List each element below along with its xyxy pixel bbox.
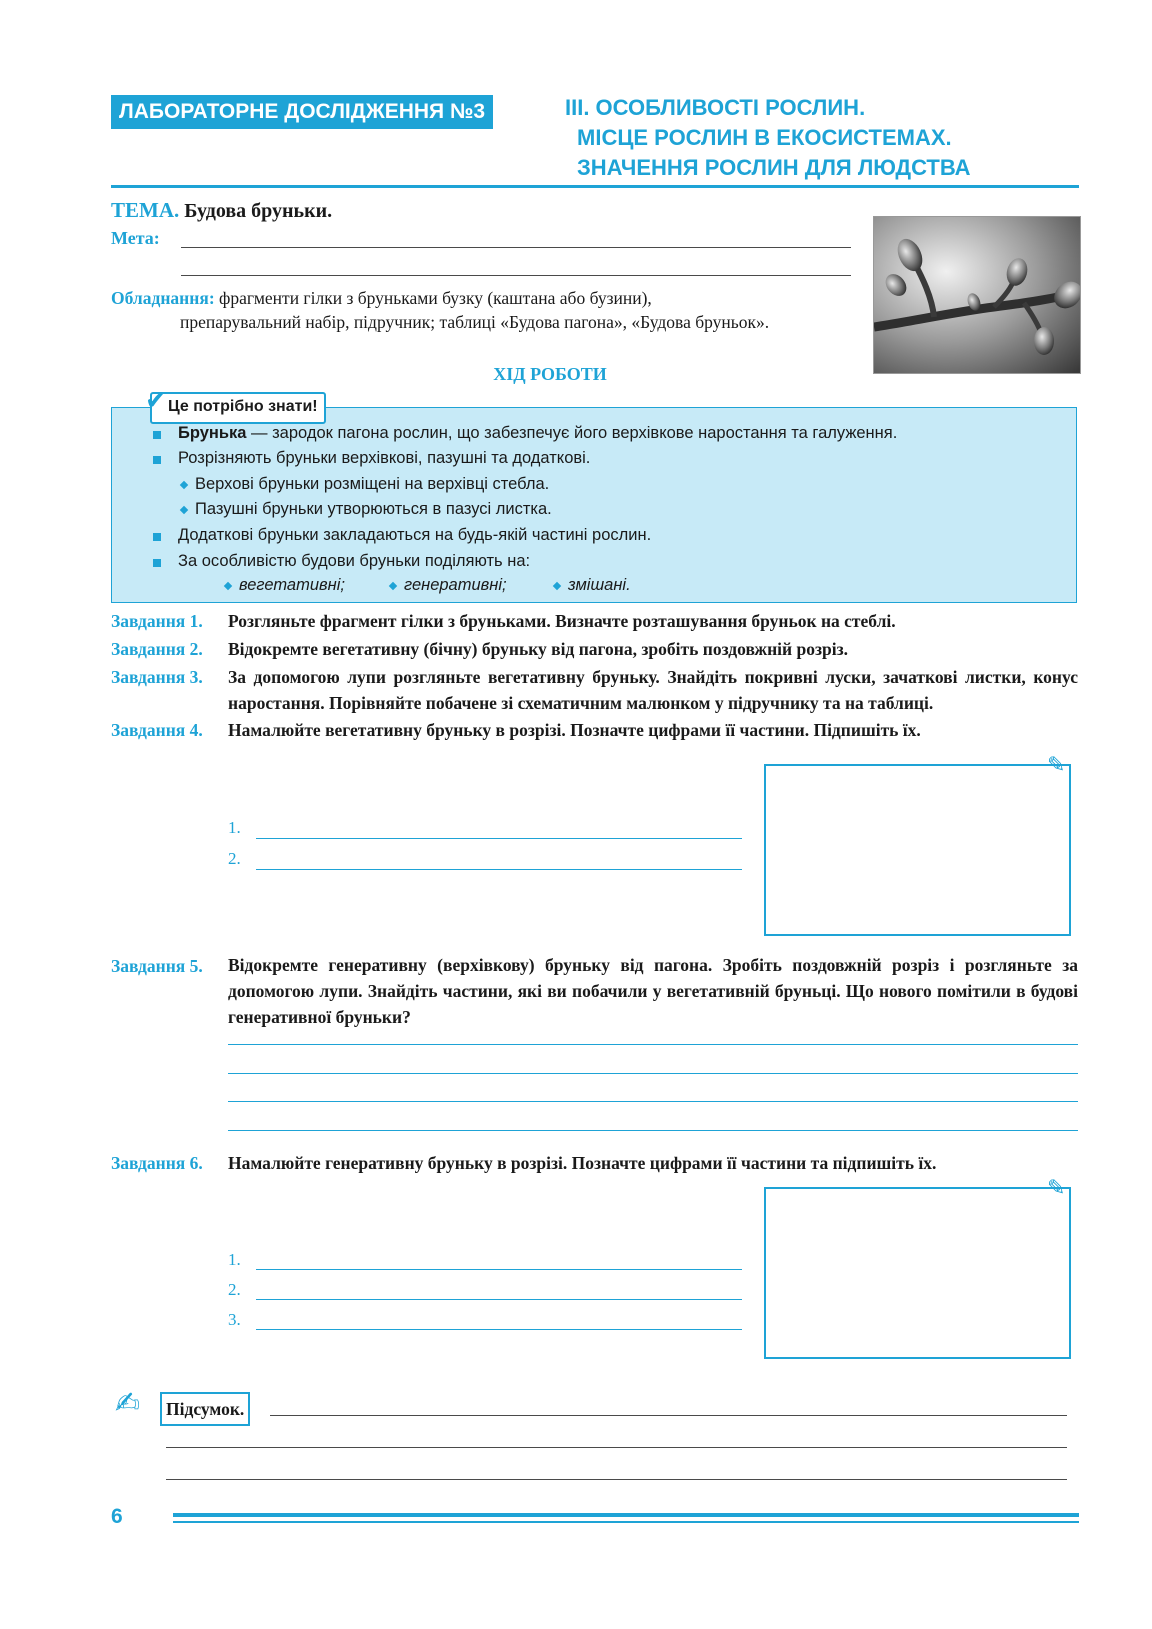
task-5-label: Завдання 5. bbox=[111, 956, 203, 976]
label-number: 2. bbox=[228, 1280, 241, 1299]
label-number: 1. bbox=[228, 818, 241, 837]
label-number: 2. bbox=[228, 849, 241, 868]
section-title bbox=[565, 93, 1065, 183]
footer-rule bbox=[173, 1513, 1079, 1517]
answer-line[interactable] bbox=[256, 1269, 742, 1270]
section-title-line1: ІІІ. ОСОБЛИВОСТІ РОСЛИН. bbox=[565, 95, 866, 120]
page-number: 6 bbox=[111, 1505, 123, 1528]
section-title-line3: ЗНАЧЕННЯ РОСЛИН ДЛЯ ЛЮДСТВА bbox=[577, 155, 971, 180]
answer-line[interactable] bbox=[256, 1299, 742, 1300]
answer-line[interactable] bbox=[228, 1073, 1078, 1074]
pen-icon: ✎ bbox=[1047, 753, 1066, 778]
pen-icon: ✎ bbox=[1047, 1176, 1066, 1201]
answer-line[interactable] bbox=[256, 1329, 742, 1330]
procedure-title: ХІД РОБОТИ bbox=[493, 364, 607, 384]
summary-line[interactable] bbox=[166, 1479, 1067, 1480]
bud-type-generative: генеративні; bbox=[404, 576, 507, 594]
task-1-label: Завдання 1. bbox=[111, 611, 203, 631]
writing-hand-icon: ✍ bbox=[115, 1386, 141, 1421]
answer-line[interactable] bbox=[228, 1044, 1078, 1045]
lab-badge: ЛАБОРАТОРНЕ ДОСЛІДЖЕННЯ №3 bbox=[111, 95, 493, 129]
answer-line[interactable] bbox=[256, 838, 742, 839]
task-4-text: Намалюйте вегетативну бруньку в розрізі. Позначте цифрами її частини. Підпишіть їх. bbox=[228, 720, 921, 740]
bullet-square-icon bbox=[153, 431, 161, 439]
info-item-3: Додаткові бруньки закладаються на будь-якій частині рослин. bbox=[178, 526, 652, 544]
info-term: Брунька bbox=[178, 424, 247, 442]
task-2-label: Завдання 2. bbox=[111, 639, 203, 659]
equipment-line2: препарувальний набір, підручник; таблиці «Будова пагона», «Будова бруньок». bbox=[180, 312, 770, 332]
bullet-square-icon bbox=[153, 559, 161, 567]
theme-line bbox=[111, 198, 332, 223]
header-divider bbox=[111, 185, 1079, 188]
section-title-line2: МІСЦЕ РОСЛИН В ЕКОСИСТЕМАХ. bbox=[577, 125, 952, 150]
info-subitem-1: Верхові бруньки розміщені на верхівці стебла. bbox=[195, 475, 550, 493]
answer-line[interactable] bbox=[256, 869, 742, 870]
info-subitem-2: Пазушні бруньки утворюються в пазусі листка. bbox=[195, 500, 552, 518]
task-5-text: Відокремте генеративну (верхівкову) бруньку від пагона. Зробіть поздовжній розріз і розгляньте за допомогою лупи. Знайдіть частини, які ви побачили у вегетативній бруньці. Що нового помітили в будові генеративної бруньки? bbox=[228, 955, 1078, 1027]
info-item-1-text: — зародок пагона рослин, що забезпечує його верхівкове наростання та галуження. bbox=[246, 424, 898, 442]
task-1-text: Розгляньте фрагмент гілки з бруньками. Визначте розташування бруньок на стеблі. bbox=[228, 611, 896, 631]
info-item-2: Розрізняють бруньки верхівкові, пазушні та додаткові. bbox=[178, 449, 591, 467]
bud-type-vegetative: вегетативні; bbox=[239, 576, 345, 594]
label-number: 1. bbox=[228, 1250, 241, 1269]
bullet-square-icon bbox=[153, 456, 161, 464]
equipment-line1: фрагменти гілки з бруньками бузку (каштана або бузини), bbox=[219, 288, 652, 308]
goal-write-line[interactable] bbox=[181, 247, 851, 248]
info-item-1 bbox=[178, 424, 897, 443]
theme-value: Будова бруньки. bbox=[184, 200, 333, 222]
bud-type-mixed: змішані. bbox=[568, 576, 631, 594]
task-3-text: За допомогою лупи розгляньте вегетативну бруньку. Знайдіть покривні луски, зачаткові листки, конус наростання. Порівняйте побачене зі схематичним малюнком у підручнику та на таблиці. bbox=[228, 667, 1078, 713]
task-4-label: Завдання 4. bbox=[111, 720, 203, 740]
label-number: 3. bbox=[228, 1310, 241, 1329]
task-2-text: Відокремте вегетативну (бічну) бруньку від пагона, зробіть поздовжній розріз. bbox=[228, 639, 849, 659]
drawing-frame[interactable] bbox=[764, 764, 1071, 936]
bud-branch-photo bbox=[873, 216, 1081, 374]
goal-write-line[interactable] bbox=[181, 275, 851, 276]
goal-label: Мета: bbox=[111, 228, 160, 248]
answer-line[interactable] bbox=[228, 1130, 1078, 1131]
info-box-tag: Це потрібно знати! bbox=[150, 392, 326, 424]
drawing-frame[interactable] bbox=[764, 1187, 1071, 1359]
task-6-label: Завдання 6. bbox=[111, 1153, 203, 1173]
task-6-text: Намалюйте генеративну бруньку в розрізі. Позначте цифрами її частини та підпишіть їх. bbox=[228, 1153, 937, 1173]
answer-line[interactable] bbox=[228, 1101, 1078, 1102]
equipment-label: Обладнання: bbox=[111, 288, 215, 308]
summary-line[interactable] bbox=[166, 1447, 1067, 1448]
summary-label: Підсумок. bbox=[160, 1392, 250, 1426]
summary-line[interactable] bbox=[270, 1415, 1067, 1416]
theme-label: ТЕМА. bbox=[111, 198, 180, 222]
checkmark-icon: ✔ bbox=[145, 386, 167, 416]
info-item-4: За особливістю будови бруньки поділяють на: bbox=[178, 552, 531, 570]
footer-rule bbox=[173, 1521, 1079, 1523]
task-3-label: Завдання 3. bbox=[111, 667, 203, 687]
bullet-square-icon bbox=[153, 533, 161, 541]
equipment-block bbox=[111, 286, 851, 334]
